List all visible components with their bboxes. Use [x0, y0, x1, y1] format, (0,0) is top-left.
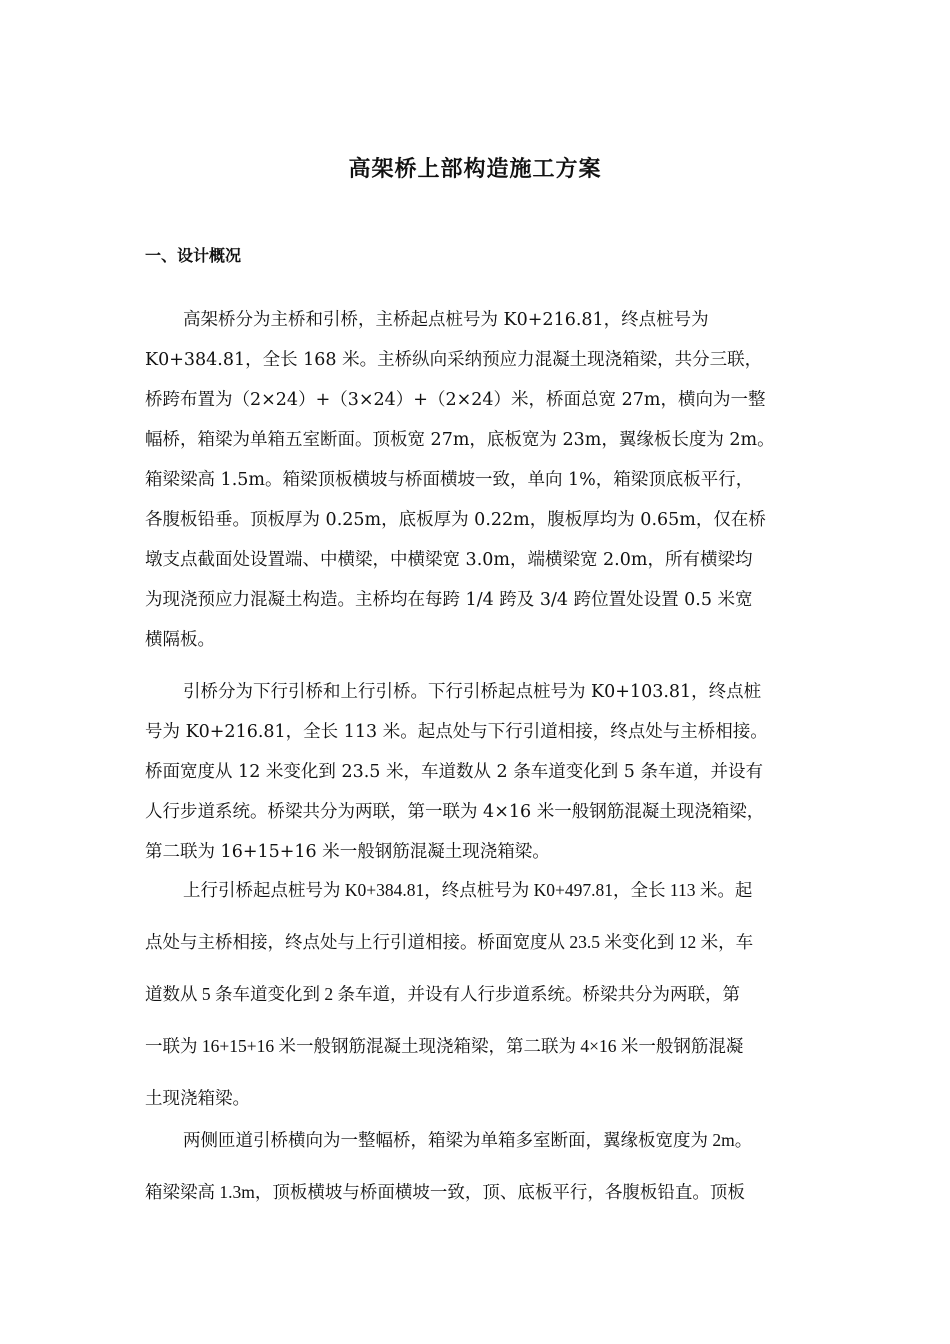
section-heading: 一、设计概况 [145, 246, 242, 265]
text-line: 箱梁梁高 1.3m，顶板横坡与桥面横坡一致，顶、底板平行，各腹板铅直。顶板 [145, 1182, 745, 1202]
text-line: K0+384.81，全长 168 米。主桥纵向采纳预应力混凝土现浇箱梁，共分三联， [145, 350, 763, 370]
text-line: 各腹板铅垂。顶板厚为 0.25m，底板厚为 0.22m，腹板厚均为 0.65m，仅在桥 [145, 510, 766, 530]
text-line: 第二联为 16+15+16 米一般钢筋混凝土现浇箱梁。 [145, 842, 550, 862]
text-line: 墩支点截面处设置端、中横梁，中横梁宽 3.0m，端横梁宽 2.0m，所有横梁均 [145, 550, 753, 570]
paragraph-approach-down [145, 672, 825, 872]
text-line: 箱梁梁高 1.5m。箱梁顶板横坡与桥面横坡一致，单向 1%，箱梁顶底板平行， [145, 470, 754, 490]
text-line: 号为 K0+216.81，全长 113 米。起点处与下行引道相接，终点处与主桥相接。 [145, 722, 768, 742]
text-line: 引桥分为下行引桥和上行引桥。下行引桥起点桩号为 K0+103.81，终点桩 [183, 682, 762, 702]
text-line: 高架桥分为主桥和引桥，主桥起点桩号为 K0+216.81，终点桩号为 [183, 310, 709, 330]
document-title: 高架桥上部构造施工方案 [348, 157, 602, 182]
text-line: 点处与主桥相接，终点处与上行引道相接。桥面宽度从 23.5 米变化到 12 米，车 [145, 932, 754, 952]
text-line: 为现浇预应力混凝土构造。主桥均在每跨 1/4 跨及 3/4 跨位置处设置 0.5 米宽 [145, 590, 753, 610]
text-line: 横隔板。 [145, 630, 215, 650]
text-line: 土现浇箱梁。 [145, 1088, 250, 1108]
text-line: 两侧匝道引桥横向为一整幅桥，箱梁为单箱多室断面，翼缘板宽度为 2m。 [183, 1130, 753, 1150]
text-line: 桥跨布置为（2×24）+（3×24）+（2×24）米，桥面总宽 27m，横向为一整 [145, 390, 766, 410]
paragraph-ramp-bridge [145, 1114, 825, 1218]
paragraph-approach-up [145, 864, 825, 1124]
text-line: 上行引桥起点桩号为 K0+384.81，终点桩号为 K0+497.81，全长 113 米。起 [183, 880, 753, 900]
text-line: 桥面宽度从 12 米变化到 23.5 米，车道数从 2 条车道变化到 5 条车道，并设有 [145, 762, 764, 782]
text-line: 道数从 5 条车道变化到 2 条车道，并设有人行步道系统。桥梁共分为两联，第 [145, 984, 740, 1004]
text-line: 人行步道系统。桥梁共分为两联，第一联为 4×16 米一般钢筋混凝土现浇箱梁， [145, 802, 765, 822]
paragraph-main-bridge [145, 300, 825, 660]
text-line: 一联为 16+15+16 米一般钢筋混凝土现浇箱梁，第二联为 4×16 米一般钢筋混凝 [145, 1036, 744, 1056]
text-line: 幅桥，箱梁为单箱五室断面。顶板宽 27m，底板宽为 23m，翼缘板长度为 2m。 [145, 430, 775, 450]
